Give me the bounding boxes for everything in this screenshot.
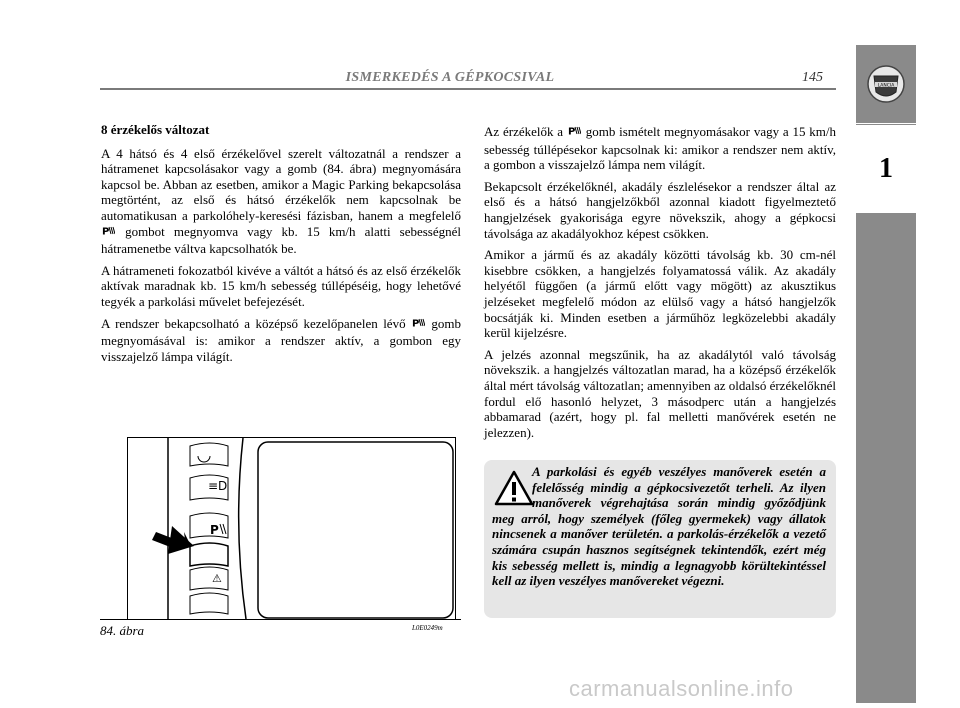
figure-caption: 84. ábra: [100, 623, 145, 638]
paragraph: A rendszer bekapcsolható a középső kezelőpanelen lévő P gomb megnyomásával is: amikor a rendszer aktív, a gombon egy visszajelző lámpa világít.: [101, 315, 462, 364]
page-number: 145: [802, 70, 823, 85]
watermark: carmanualsonline.info: [569, 676, 794, 701]
figure-84-illustration: [127, 437, 456, 620]
lancia-logo-icon: [866, 64, 906, 104]
brand-logo-box: [856, 45, 916, 124]
svg-text:P: P: [102, 226, 110, 236]
parking-sensor-button-icon: [101, 225, 116, 242]
svg-text:P: P: [567, 126, 576, 136]
paragraph: A 4 hátsó és 4 első érzékelővel szerelt változatnál a rendszer a hátramenet kapcsolásakor vagy a gomb (84. ábra) megnyomására kapcsol be. Abban az esetben, amikor a Magic Parking bekapcsolása megtörtént, az első és hátsó érzékelők nem kapcsolnak be automatikusan a parkolóhely-keresési fázisban, hanem a megfelelő P gombot megnyomva vagy kb. 15 km/h alatti sebességnél hátramenetbe váltva kapcsolhatók be.: [101, 145, 462, 257]
parking-sensor-button-icon: [411, 317, 426, 334]
paragraph: Az érzékelők a P gomb ismételt megnyomásakor vagy a 15 km/h sebesség túllépésekor kapcsolnak ki: amikor a rendszer nem aktív, a gombon a visszajelző lámpa nem világít.: [484, 124, 837, 173]
fog-light-icon: ≡D: [208, 479, 228, 493]
figure-code: L0E0249m: [412, 624, 443, 632]
warning-box: [484, 460, 836, 618]
paragraph: A hátrameneti fokozatból kivéve a váltót a hátsó és az első érzékelők aktívak maradnak kb. 15 km/h sebesség túllépéséig, hogy lehetővé tegyék a parkolási művelet befejezését.: [101, 262, 461, 309]
chapter-number-box: [856, 125, 916, 213]
paragraph: A jelzés azonnal megszűnik, ha az akadálytól való távolság növekszik. a hangjelzés változatlan marad, ha a középső érzékelők által mért távolság változatlan; amennyiben az oldalsó érzékelőknél fordul elő hasonló helyzet, 3 másodperc után a hangjelzés abbamarad (azért, hogy pl. fal melletti manővérek esetén ne jelezzen).: [484, 346, 836, 440]
warning-text: A parkolási és egyéb veszélyes manőverek esetén a felelősség mindig a gépkocsivezetőt terheli. Az ilyen manőverek végrehajtása során mindig győződjünk meg arról, hogy személyek (főleg gyermekek) vagy állatok nincsenek a manőver területén. a parkolás-érzékelők a vezető számára csupán hasznos segítségnek tekintendők, ezért még kis sebesség mellett is, mindig a legnagyobb körültekintéssel kell az ilyen veszélyes manővereket végezni.: [492, 464, 826, 589]
figure-caption-rule: [100, 619, 461, 620]
parking-sensor-icon: P: [210, 523, 219, 537]
chapter-side-tab: [856, 45, 916, 703]
paragraph: Amikor a jármű és az akadály közötti távolság kb. 30 cm-nél kisebbre csökken, a hangjelzés folyamatossá válik. Az akadály helyétől függően (a jármű előtt vagy mögött) az akusztikus jelzéseket megfelelő módon az elülső vagy a hátsó hangjelzők bocsátják ki. Minden esetben a járműhöz legközelebbi akadály kerül kijelzésre.: [484, 247, 836, 341]
chapter-number: 1: [879, 153, 893, 184]
right-column: [484, 124, 836, 446]
esp-icon: ⚠: [212, 572, 222, 585]
paragraph: Bekapcsolt érzékelőknél, akadály észlelésekor a rendszer által az első és a hátsó hangjelzőkből azonnal kiadott figyelmeztető hangjelzések gyakorisága egyre növekszik, ahogy a gépkocsi távolsága az akadályokhoz képest csökken.: [484, 178, 836, 241]
left-column: [101, 122, 461, 370]
parking-sensor-button-icon: [567, 125, 582, 142]
section-heading: 8 érzékelős változat: [101, 122, 210, 137]
running-header-title: ISMERKEDÉS A GÉPKOCSIVAL: [345, 70, 555, 85]
svg-text:P: P: [411, 318, 420, 328]
pointer-arrow-icon: [152, 526, 194, 554]
header-rule: [100, 88, 836, 90]
center-console-drawing: [128, 438, 455, 619]
console-buttons: [190, 443, 228, 614]
logo-text: LANCIA: [877, 83, 895, 89]
